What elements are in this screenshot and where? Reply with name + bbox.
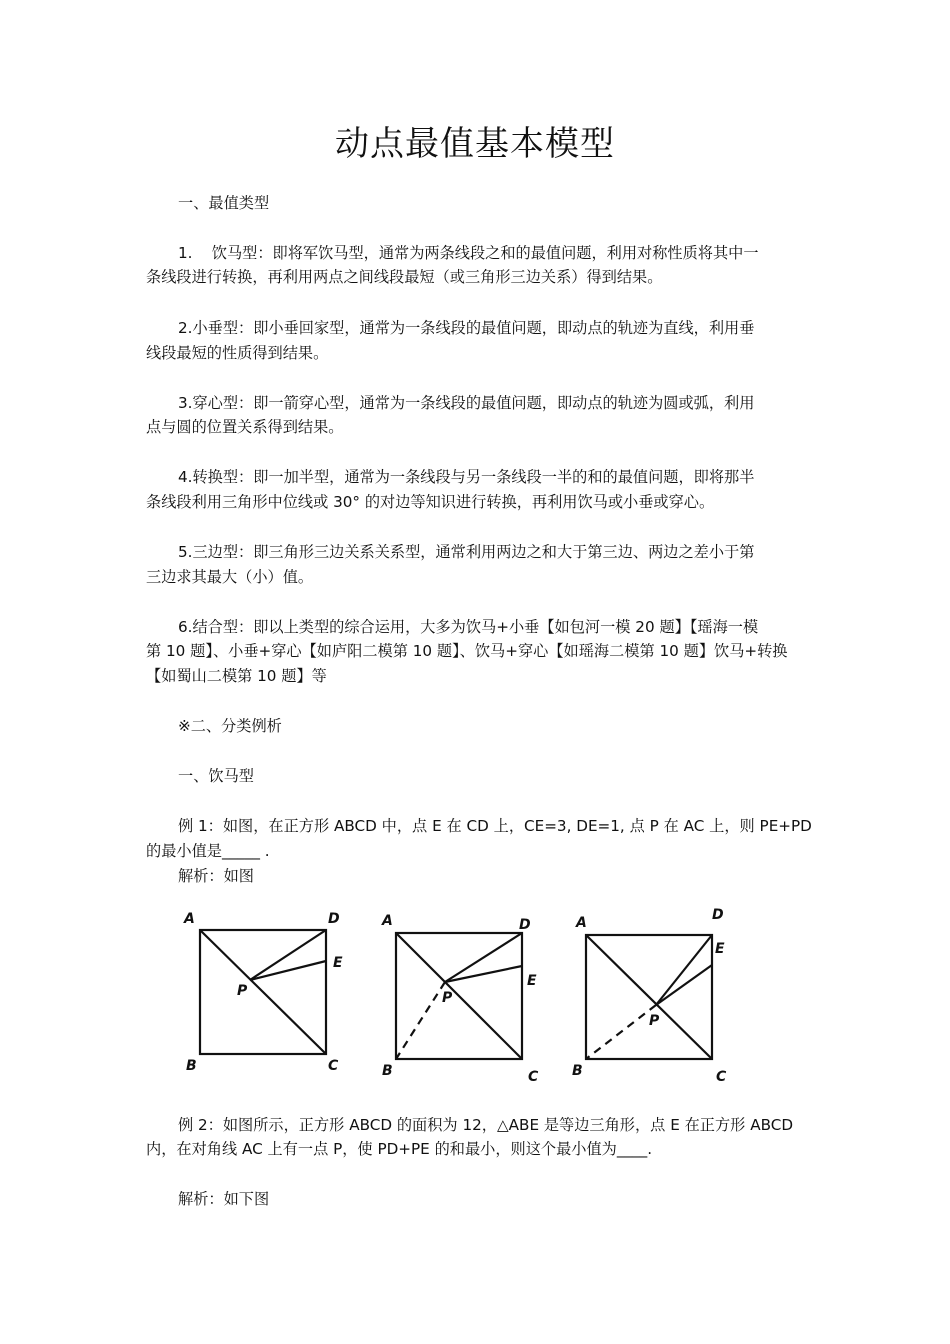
section2-heading: ※二、分类例析 xyxy=(178,717,282,735)
label-e-1: E xyxy=(333,955,343,971)
item3-line1: 3.穿心型：即一箭穿心型，通常为一条线段的最值问题，即动点的轨迹为圆或弧，利用 xyxy=(178,394,755,412)
item3-line2: 点与圆的位置关系得到结果。 xyxy=(146,418,344,436)
segment-pb-dashed-3 xyxy=(586,1005,656,1059)
figure-1 xyxy=(200,930,326,1054)
page-title: 动点最值基本模型 xyxy=(335,124,615,164)
item5-line1: 5.三边型：即三角形三边关系关系型，通常利用两边之和大于第三边、两边之差小于第 xyxy=(178,543,755,561)
label-d-1: D xyxy=(328,911,340,927)
label-a-3: A xyxy=(576,915,587,931)
figure-3 xyxy=(586,935,712,1059)
example1-figure-svg xyxy=(178,905,738,1085)
item4-line2: 条线段利用三角形中位线或 30° 的对边等知识进行转换，再利用饮马或小垂或穿心。 xyxy=(146,493,715,511)
label-d-3: D xyxy=(712,907,724,923)
label-a-2: A xyxy=(382,913,393,929)
label-p-2: P xyxy=(442,990,453,1006)
label-c-3: C xyxy=(716,1069,727,1085)
item6-line2: 第 10 题】、小垂+穿心【如庐阳二模第 10 题】、饮马+穿心【如瑶海二模第 10 题】饮马+转换 xyxy=(146,642,788,660)
item5-line2: 三边求其最大（小）值。 xyxy=(146,568,314,586)
example2-analysis: 解析：如下图 xyxy=(178,1190,270,1208)
example1-line2: 的最小值是_____ . xyxy=(146,842,270,860)
label-e-2: E xyxy=(527,973,537,989)
diagonal-ac-1 xyxy=(200,930,326,1054)
example1-figures xyxy=(178,905,738,1085)
diagonal-ac-2 xyxy=(396,933,522,1059)
item6-line3: 【如蜀山二模第 10 题】等 xyxy=(146,667,327,685)
sub1-heading: 一、饮马型 xyxy=(178,767,254,785)
label-b-3: B xyxy=(572,1063,583,1079)
label-b-1: B xyxy=(186,1058,197,1074)
segment-pd-1 xyxy=(250,930,326,980)
label-p-3: P xyxy=(649,1013,660,1029)
item1-line1: 1. 饮马型：即将军饮马型，通常为两条线段之和的最值问题，利用对称性质将其中一 xyxy=(178,244,759,262)
diagonal-ac-3 xyxy=(586,935,712,1059)
item4-line1: 4.转换型：即一加半型，通常为一条线段与另一条线段一半的和的最值问题，即将那半 xyxy=(178,468,755,486)
example2-line2: 内，在对角线 AC 上有一点 P，使 PD+PE 的和最小，则这个最小值为____. xyxy=(146,1140,653,1158)
label-p-1: P xyxy=(237,983,248,999)
item2-line2: 线段最短的性质得到结果。 xyxy=(146,344,329,362)
example1-analysis: 解析：如图 xyxy=(178,867,254,885)
label-a-1: A xyxy=(184,911,195,927)
label-e-3: E xyxy=(715,941,725,957)
segment-pe-1 xyxy=(250,961,326,980)
label-d-2: D xyxy=(519,917,531,933)
label-c-2: C xyxy=(528,1069,539,1085)
example2-line1: 例 2：如图所示，正方形 ABCD 的面积为 12，△ABE 是等边三角形，点 E 在正方形 ABCD xyxy=(178,1116,794,1134)
figure-2 xyxy=(396,933,522,1059)
item1-line2: 条线段进行转换，再利用两点之间线段最短（或三角形三边关系）得到结果。 xyxy=(146,268,663,286)
item2-line1: 2.小垂型：即小垂回家型，通常为一条线段的最值问题，即动点的轨迹为直线，利用垂 xyxy=(178,319,755,337)
label-c-1: C xyxy=(328,1058,339,1074)
item6-line1: 6.结合型：即以上类型的综合运用，大多为饮马+小垂【如包河一模 20 题】【瑶海一模 xyxy=(178,618,759,636)
section1-heading: 一、最值类型 xyxy=(178,194,270,212)
segment-pb-dashed-2 xyxy=(396,982,445,1059)
label-b-2: B xyxy=(382,1063,393,1079)
example1-line1: 例 1：如图，在正方形 ABCD 中，点 E 在 CD 上，CE=3, DE=1, 点 P 在 AC 上，则 PE+PD xyxy=(178,817,812,835)
